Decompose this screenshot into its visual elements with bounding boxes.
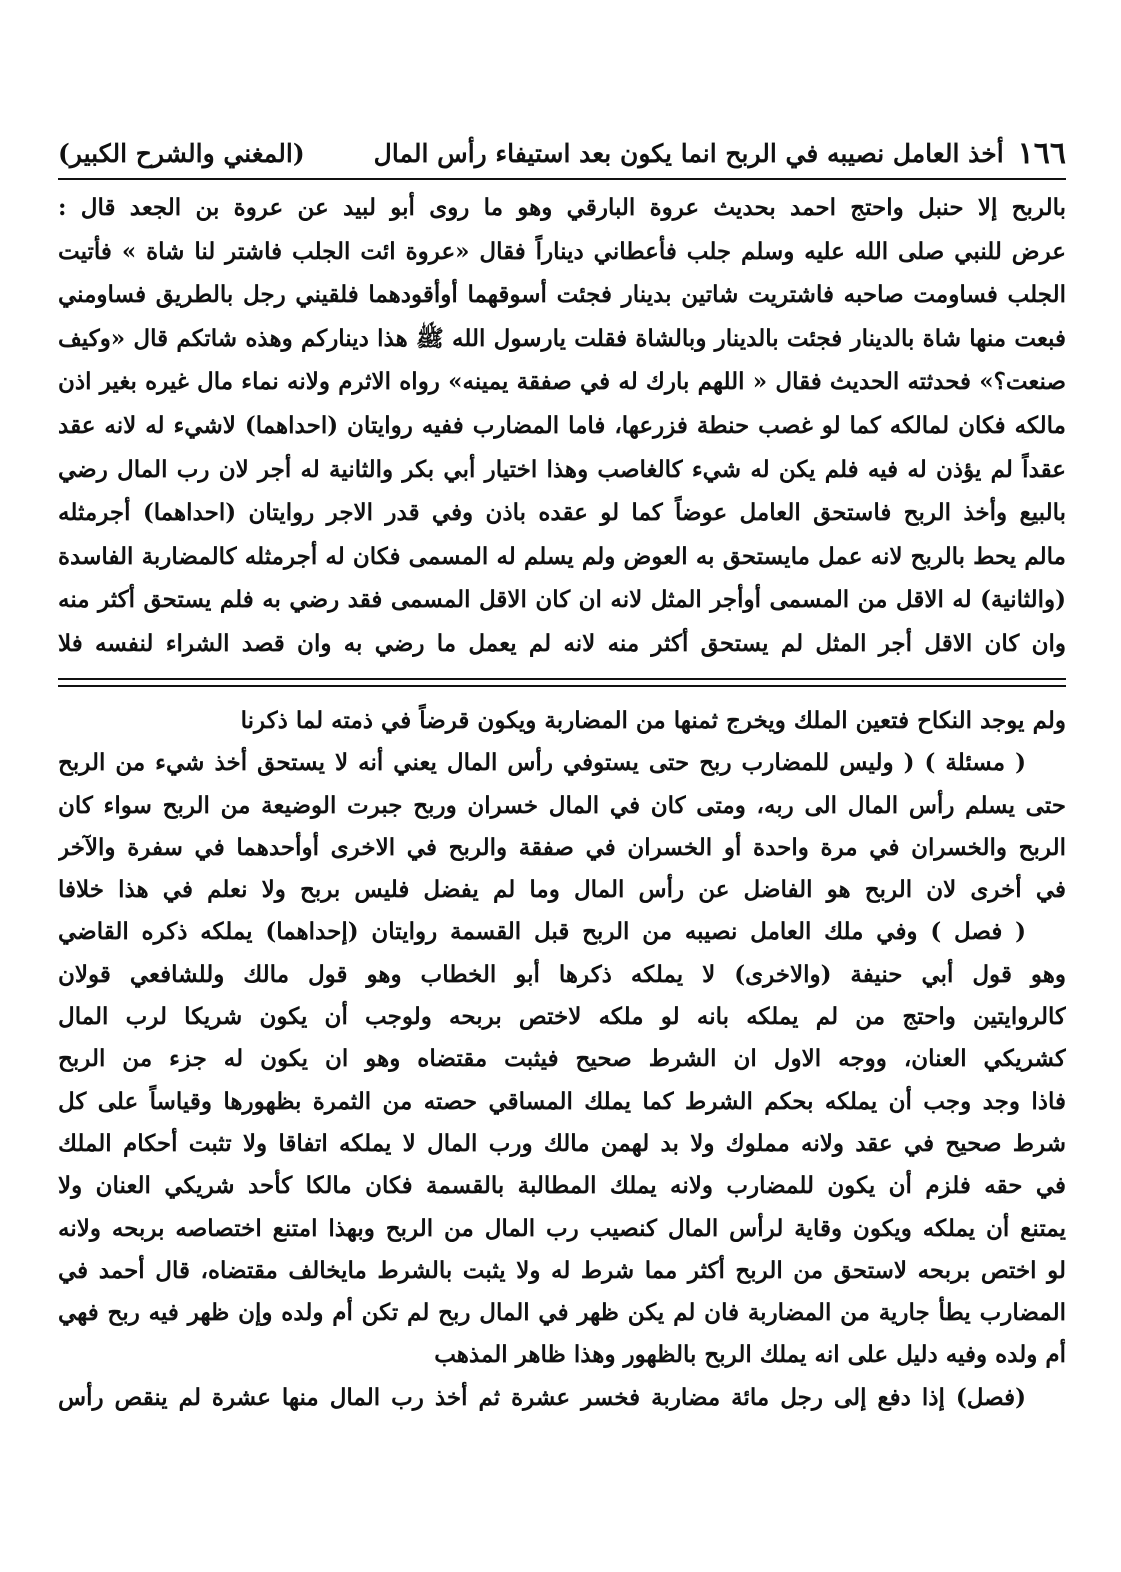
main-text-block	[58, 700, 1066, 1419]
text-line: مالم يحط بالربح لانه عمل مايستحق به العوض ولم يسلم له المسمى فكان له أجرمثله كالمضاربة الفاسدة	[58, 542, 1066, 570]
text-line: وان كان الاقل أجر المثل لم يستحق أكثر منه لانه لم يعمل ما رضي به وان قصد الشراء لنفسه فلا	[58, 629, 1066, 657]
book-page	[58, 110, 1066, 1490]
text-line: أم ولده وفيه دليل على انه يملك الربح بالظهور وهذا ظاهر المذهب	[434, 1341, 1066, 1369]
page-header	[58, 128, 1066, 178]
book-title: (المغني والشرح الكبير)	[58, 138, 305, 168]
text-line: فبعت منها شاة بالدينار فجئت بالدينار وبالشاة فقلت يارسول الله ﷺ هذا دينارکم وهذه شاتكم قال «وكيف	[58, 324, 1066, 352]
text-line: يمتنع أن يملكه ويكون وقاية لرأس المال كنصيب رب المال من الربح وبهذا امتنع اختصاصه بربحه ولانه	[58, 1214, 1066, 1242]
text-line: (فصل) إذا دفع إلى رجل مائة مضاربة فخسر عشرة ثم أخذ رب المال منها عشرة لم ينقص رأس	[58, 1383, 1026, 1411]
text-line: (والثانية) له الاقل من المسمى أوأجر المثل لانه ان كان الاقل المسمى فقد رضي به فلم يستحق أكثر منه	[58, 586, 1066, 614]
text-line: ( فصل ) وفي ملك العامل نصيبه من الربح قبل القسمة روايتان (إحداهما) يملكه ذكره القاضي	[58, 918, 1026, 946]
header-right-group	[374, 136, 1066, 171]
text-line: بالبيع وأخذ الربح فاستحق العامل عوضاً كما لو عقده باذن وفي قدر الاجر روايتان (احداهما) أجرمثله	[58, 499, 1066, 527]
text-line: الجلب فساومت صاحبه فاشتريت شاتين بدينار فجئت أسوقهما أوأقودهما فلقيني رجل بالطريق فساومني	[58, 281, 1066, 309]
text-line: في حقه فلزم أن يكون للمضارب ولانه يملك المطالبة بالقسمة فكان مالكا كأحد شريكي العنان ولا	[58, 1172, 1066, 1200]
commentary-block	[58, 186, 1066, 666]
text-line: شرط صحيح في عقد ولانه مملوك ولا بد لهمن مالك ورب المال لا يملكه اتفاقا ولا تثبت أحكام الملك	[58, 1129, 1066, 1157]
text-line: المضارب يطأ جارية من المضاربة فان لم يكن ظهر في المال ربح لم تكن أم ولده وإن ظهر فيه ربح فهي	[58, 1299, 1066, 1327]
text-line: وهو قول أبي حنيفة (والاخرى) لا يملكه ذكرها أبو الخطاب وهو قول مالك وللشافعي قولان	[58, 960, 1066, 988]
text-line: عرض للنبي صلى الله عليه وسلم جلب فأعطاني ديناراً فقال «عروة ائت الجلب فاشتر لنا شاة » فأتيت	[58, 237, 1066, 265]
page-number: ١٦٦	[1017, 135, 1066, 171]
text-line: لو اختص بربحه لاستحق من الربح أكثر مما شرط له ولا يثبت بالشرط مايخالف مقتضاه، قال أحمد في	[58, 1256, 1066, 1284]
text-line: كشريكي العنان، ووجه الاول ان الشرط صحيح فيثبت مقتضاه وهو ان يكون له جزء من الربح	[58, 1045, 1066, 1073]
text-line: كالروايتين واحتج من لم يملكه بانه لو ملكه لاختص بربحه ولوجب أن يكون شريكا لرب المال	[58, 1003, 1066, 1031]
text-line: صنعت؟» فحدثته الحديث فقال « اللهم بارك له في صفقة يمينه» رواه الاثرم ولانه نماء مال غيره بغير اذن	[58, 368, 1066, 396]
text-line: الربح والخسران في مرة واحدة أو الخسران في صفقة والربح في الاخرى أوأحدهما في سفرة والآخر	[58, 833, 1066, 861]
text-line: فاذا وجد وجب أن يملكه بحكم الشرط كما يملك المساقي حصته من الثمرة بظهورها وقياساً على كل	[58, 1087, 1066, 1115]
text-line: مالكه فكان لمالكه كما لو غصب حنطة فزرعها، فاما المضارب ففيه روايتان (احداهما) لاشيء له لانه عقد	[58, 411, 1066, 439]
text-line: بالربح إلا حنبل واحتج احمد بحديث عروة البارقي وهو ما روى أبو لبيد عن عروة بن الجعد قال :	[58, 194, 1066, 221]
section-divider	[58, 678, 1066, 687]
header-rule	[58, 178, 1066, 180]
text-line: حتى يسلم رأس المال الى ربه، ومتى كان في المال خسران وربح جبرت الوضيعة من الربح سواء كان	[58, 791, 1066, 819]
text-line: عقداً لم يؤذن له فيه فلم يكن له شيء كالغاصب وهذا اختيار أبي بكر والثانية له أجر لان رب المال رضي	[58, 455, 1066, 483]
text-line: ( مسئلة ) ( وليس للمضارب ربح حتى يستوفي رأس المال يعني أنه لا يستحق أخذ شيء من الربح	[58, 749, 1026, 777]
text-line: ولم يوجد النكاح فتعين الملك ويخرج ثمنها من المضاربة ويكون قرضاً في ذمته لما ذكرنا	[240, 707, 1066, 734]
text-line: في أخرى لان الربح هو الفاضل عن رأس المال وما لم يفضل فليس بربح ولا نعلم في هذا خلافا	[58, 876, 1066, 904]
running-title: أخذ العامل نصيبه في الربح انما يكون بعد استيفاء رأس المال	[373, 138, 1004, 168]
